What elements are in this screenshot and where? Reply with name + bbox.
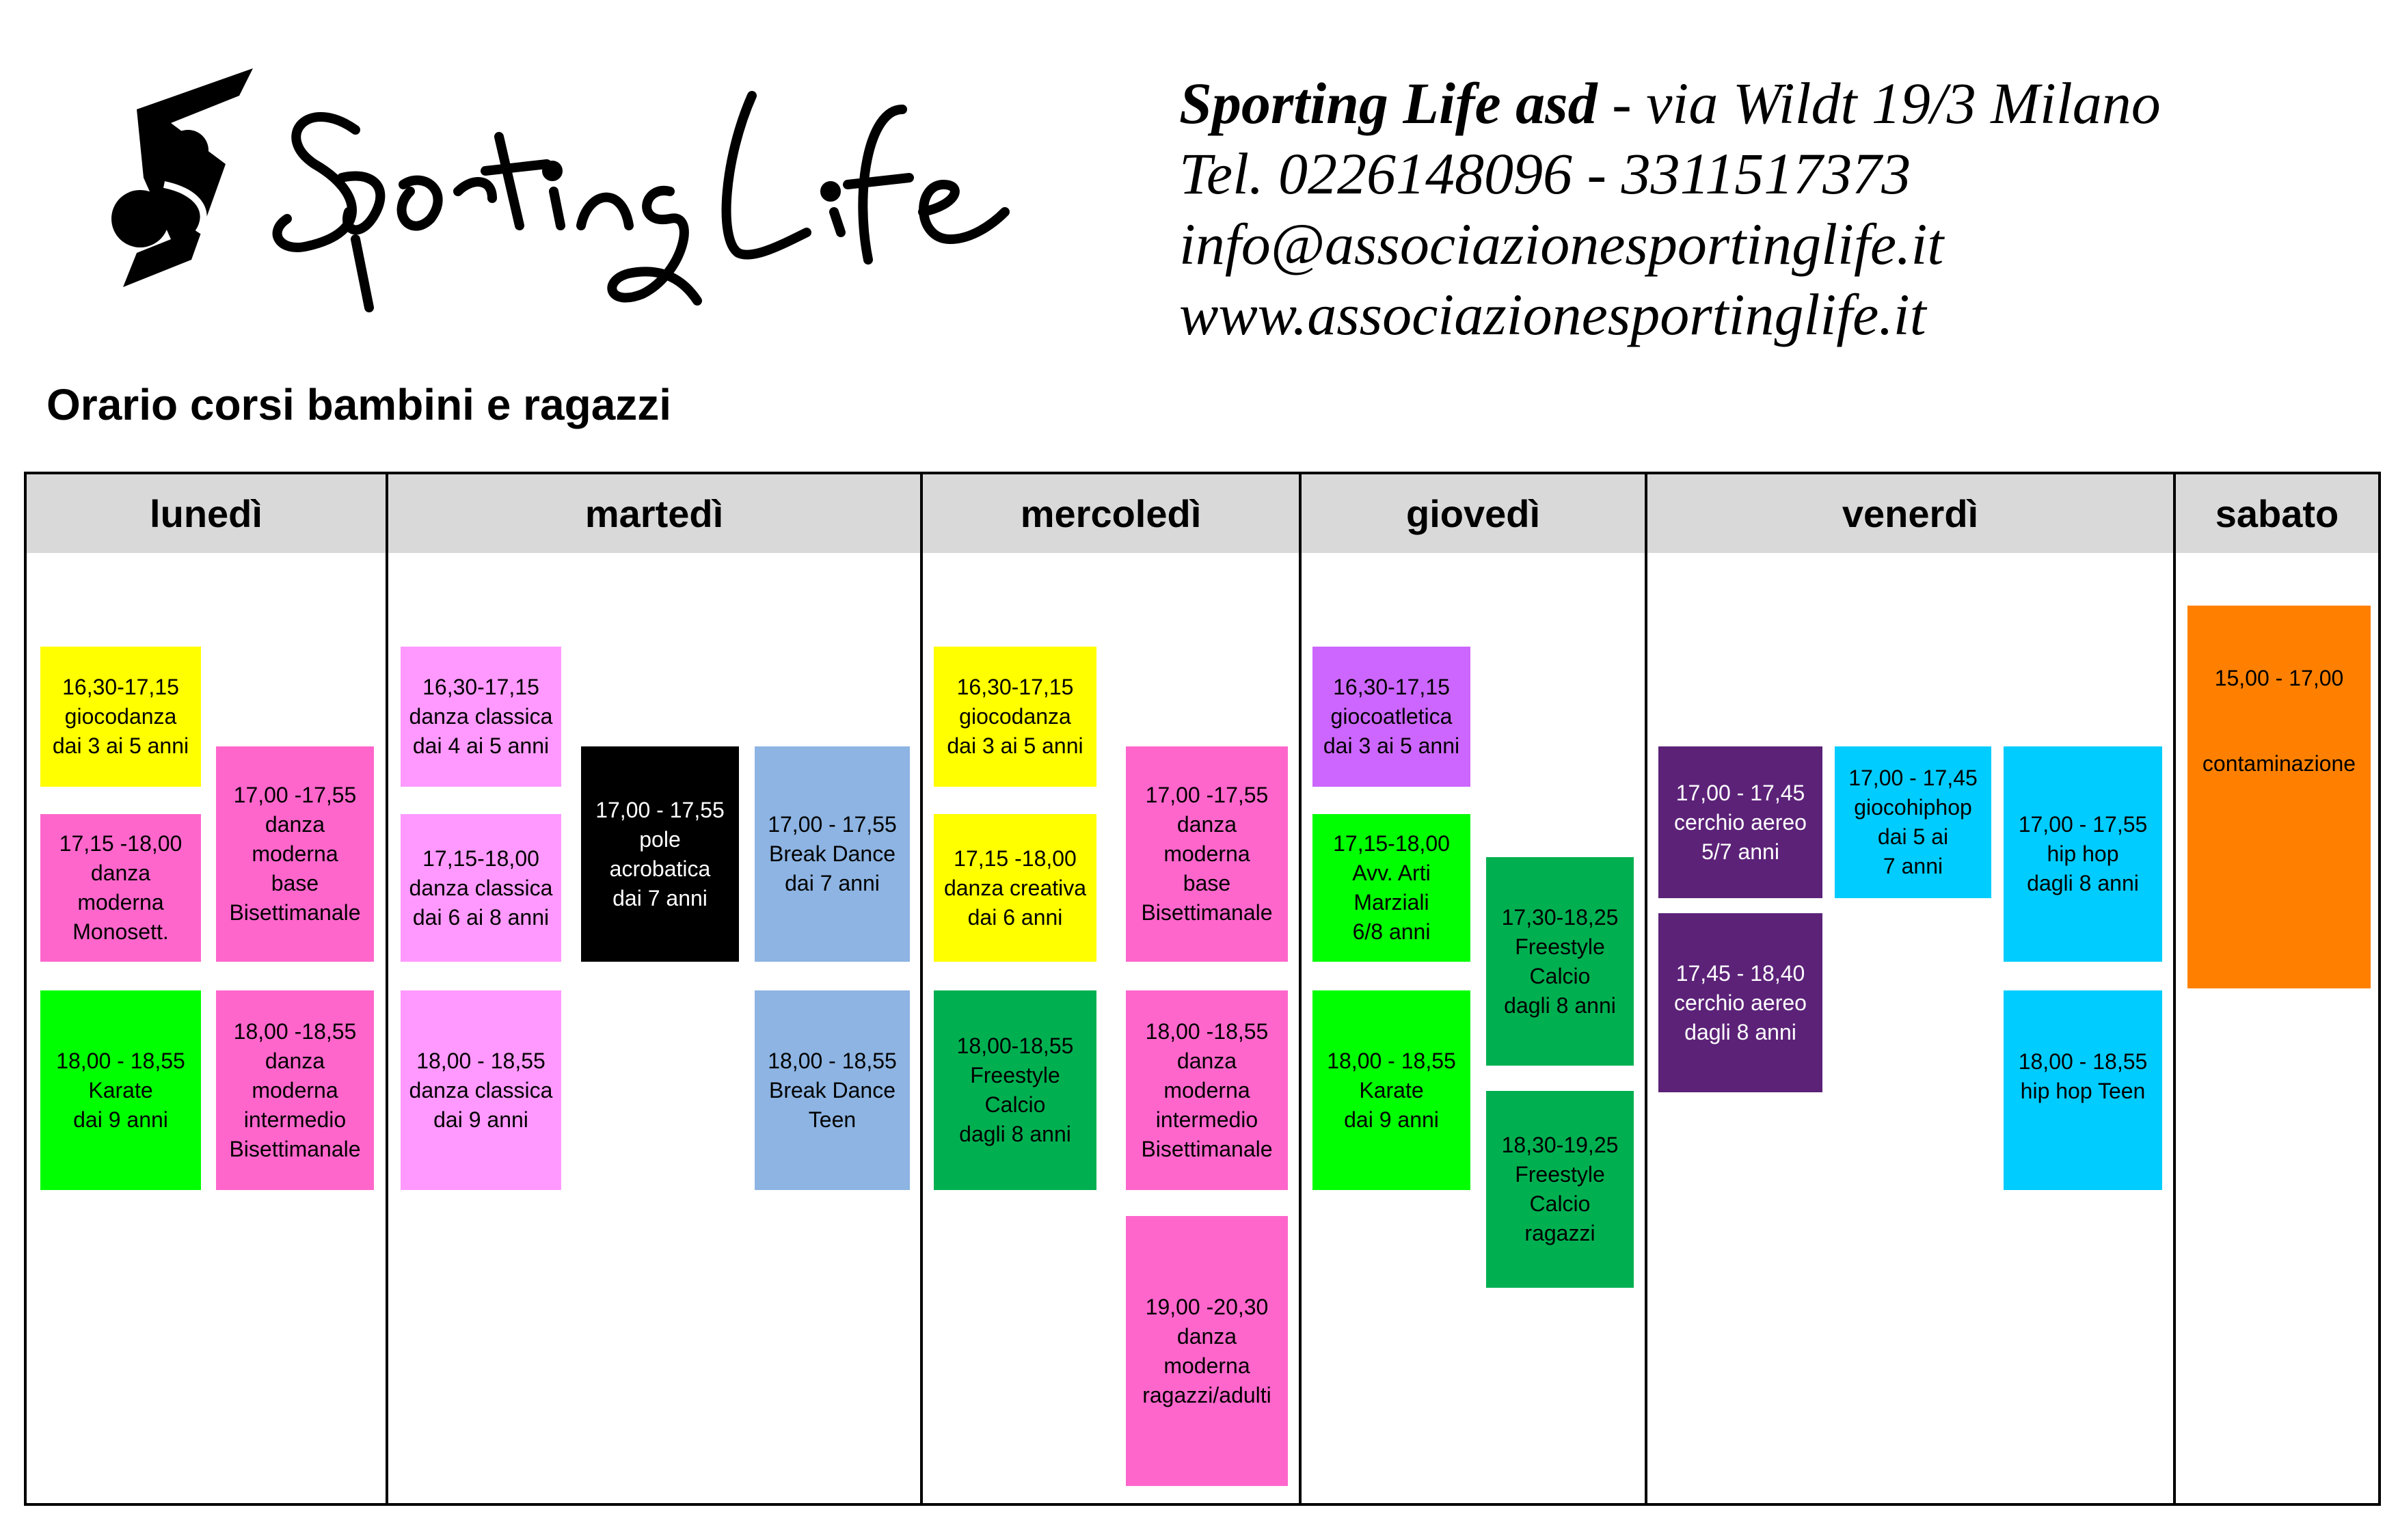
slot-time: 18,00 - 18,55: [416, 1048, 545, 1073]
slot-level: base: [271, 871, 319, 895]
slot-frequency: Bisettimanale: [229, 900, 361, 925]
class-slot: [755, 990, 910, 1190]
class-slot: [401, 647, 561, 787]
slot-age: dai 5 ai: [1877, 824, 1949, 849]
schedule-table: [24, 472, 2381, 1506]
class-slot: [2187, 606, 2371, 988]
day-header: martedì: [388, 474, 920, 553]
slot-age: dagli 8 anni: [1504, 992, 1616, 1018]
slot-course: giocohiphop: [1854, 795, 1972, 820]
slot-course: danza creativa: [943, 875, 1087, 900]
class-slot: [1312, 647, 1470, 787]
class-slot: [1486, 1091, 1634, 1288]
slot-course: acrobatica: [609, 856, 711, 881]
slot-course: danza classica: [409, 1077, 553, 1103]
slot-age: dai 6 ai 8 anni: [412, 904, 550, 930]
slot-course: danza classica: [409, 875, 553, 900]
logo-script-wordmark: [278, 96, 1005, 308]
slot-time: 18,00 - 18,55: [56, 1048, 185, 1073]
slot-time: 17,15 -18,00: [954, 846, 1077, 871]
day-header: sabato: [2176, 474, 2378, 553]
slot-course: pole: [639, 826, 681, 852]
slot-time: 17,15 -18,00: [59, 831, 183, 856]
slot-frequency: Bisettimanale: [1141, 1136, 1273, 1161]
day-header: lunedì: [27, 474, 386, 553]
class-slot: [1126, 746, 1288, 962]
slot-age: ragazzi/adulti: [1142, 1382, 1271, 1407]
slot-age: dagli 8 anni: [1684, 1019, 1796, 1044]
slot-age: dai 3 ai 5 anni: [52, 733, 189, 758]
slot-frequency: Monosett.: [72, 919, 169, 944]
slot-course: danza: [265, 1048, 325, 1073]
class-slot: [1835, 746, 1991, 898]
slot-course: contaminazione: [2202, 751, 2356, 776]
slot-time: 18,00 - 18,55: [768, 1048, 897, 1073]
slot-age: ragazzi: [1524, 1221, 1595, 1245]
slot-course: danza: [1176, 812, 1237, 837]
slot-time: 17,00 - 17,55: [768, 812, 897, 837]
slot-time: 18,00 -18,55: [233, 1018, 357, 1044]
slot-course: Freestyle: [1515, 934, 1605, 959]
class-slot: [40, 814, 201, 962]
contact-phone: Tel. 0226148096 - 3311517373: [1179, 141, 1911, 206]
slot-age: dai 3 ai 5 anni: [1323, 733, 1460, 758]
slot-course: moderna: [1163, 1077, 1250, 1103]
slot-time: 18,00 - 18,55: [1327, 1048, 1456, 1073]
day-header: mercoledì: [923, 474, 1299, 553]
slot-course: danza: [265, 812, 325, 837]
slot-frequency: Bisettimanale: [1141, 900, 1273, 925]
slot-time: 16,30-17,15: [62, 675, 179, 699]
class-slot: [1126, 1216, 1288, 1486]
class-slot: [1312, 990, 1470, 1190]
slot-age: dai 6 anni: [967, 904, 1063, 930]
slot-course: danza: [1176, 1048, 1237, 1073]
slot-age: dagli 8 anni: [2027, 871, 2139, 895]
slot-time: 17,00 - 17,45: [1848, 766, 1978, 790]
slot-course: hip hop Teen: [2020, 1079, 2146, 1103]
slot-time: 17,30-18,25: [1501, 904, 1619, 930]
day-column-lunedi: [27, 474, 386, 1503]
day-column-sabato: [2173, 474, 2378, 1503]
slot-age: dai 9 anni: [1344, 1107, 1439, 1132]
day-column-giovedi: [1299, 474, 1645, 1503]
slot-level: intermedio: [243, 1107, 347, 1132]
class-slot: [934, 814, 1096, 962]
slot-time: 18,00 -18,55: [1145, 1018, 1269, 1044]
contact-address-line: [1179, 68, 2341, 139]
slot-course: moderna: [252, 841, 338, 866]
slot-course: Calcio: [1529, 1191, 1591, 1216]
slot-time: 17,15-18,00: [1333, 831, 1450, 856]
slot-course: moderna: [1163, 1353, 1250, 1378]
slot-course: Marziali: [1353, 890, 1429, 915]
slot-time: 15,00 - 17,00: [2214, 666, 2344, 690]
slot-course: moderna: [252, 1077, 338, 1103]
slot-course: danza classica: [409, 704, 553, 729]
sporting-life-logo: [82, 55, 1039, 342]
slot-age: dai 7 anni: [612, 885, 708, 910]
class-slot: [2004, 990, 2162, 1190]
slot-course: giocodanza: [64, 704, 177, 729]
slot-course: danza: [90, 861, 151, 885]
slot-time: 17,45 - 18,40: [1675, 960, 1805, 986]
slot-course: moderna: [1163, 841, 1250, 866]
class-slot: [755, 746, 910, 962]
slot-time: 17,00 - 17,45: [1675, 780, 1805, 805]
class-slot: [1312, 814, 1470, 962]
slot-age: dai 4 ai 5 anni: [412, 733, 550, 758]
contact-email[interactable]: info@associazionesportinglife.it: [1179, 211, 1944, 277]
class-slot: [216, 990, 374, 1190]
class-slot: [1658, 746, 1822, 898]
slot-course: Karate: [88, 1077, 153, 1103]
slot-age: Teen: [808, 1107, 857, 1132]
slot-time: 18,30-19,25: [1501, 1133, 1619, 1157]
slot-course: Karate: [1359, 1077, 1424, 1103]
slot-course: Break Dance: [769, 1077, 895, 1103]
slot-time: 18,00-18,55: [956, 1034, 1074, 1058]
slot-course: Avv. Arti: [1352, 861, 1431, 885]
slot-age: dai 9 anni: [433, 1107, 528, 1132]
day-header: venerdì: [1647, 474, 2173, 553]
slot-time: 17,00 - 17,55: [2018, 812, 2148, 837]
class-slot: [40, 647, 201, 787]
slot-time: 17,00 -17,55: [1145, 783, 1269, 807]
slot-age: dai 7 anni: [785, 871, 880, 895]
contact-info: [1179, 68, 2341, 350]
slot-course: Freestyle: [1515, 1162, 1605, 1187]
slot-level: intermedio: [1155, 1107, 1258, 1132]
slot-age: dai 3 ai 5 anni: [947, 733, 1083, 758]
slot-age: dai 9 anni: [73, 1107, 168, 1132]
day-header: giovedì: [1302, 474, 1645, 553]
slot-time: 16,30-17,15: [422, 675, 539, 699]
class-slot: [581, 746, 739, 962]
class-slot: [1126, 990, 1288, 1190]
slot-time: 17,00 - 17,55: [595, 797, 725, 822]
org-address: - via Wildt 19/3 Milano: [1597, 70, 2161, 136]
class-slot: [2004, 746, 2162, 962]
slot-course: giocoatletica: [1330, 704, 1453, 729]
class-slot: [1486, 857, 1634, 1066]
page-title: Orario corsi bambini e ragazzi: [46, 380, 672, 429]
class-slot: [401, 990, 561, 1190]
class-slot: [1658, 913, 1822, 1092]
slot-age: 7 anni: [1883, 854, 1943, 878]
class-slot: [934, 990, 1096, 1190]
day-column-venerdi: [1645, 474, 2173, 1503]
slot-time: 17,15-18,00: [422, 846, 539, 871]
slot-course: Break Dance: [769, 841, 895, 866]
class-slot: [934, 647, 1096, 787]
slot-time: 16,30-17,15: [1333, 675, 1450, 699]
slot-course: cerchio aereo: [1674, 809, 1807, 835]
slot-course: danza: [1176, 1323, 1237, 1349]
slot-time: 18,00 - 18,55: [2018, 1049, 2148, 1074]
slot-level: base: [1183, 871, 1231, 895]
contact-website[interactable]: www.associazionesportinglife.it: [1179, 282, 1926, 347]
slot-course: hip hop: [2047, 841, 2119, 866]
class-slot: [216, 746, 374, 962]
logo-emblem-icon: [111, 68, 253, 287]
slot-course: cerchio aereo: [1674, 990, 1807, 1015]
slot-time: 17,00 -17,55: [233, 783, 357, 807]
slot-course: Calcio: [1529, 963, 1591, 988]
class-slot: [40, 990, 201, 1190]
slot-time: 16,30-17,15: [956, 675, 1074, 699]
slot-course: Calcio: [984, 1092, 1046, 1117]
slot-age: 6/8 anni: [1352, 919, 1431, 944]
slot-course: Freestyle: [970, 1063, 1060, 1088]
class-slot: [401, 814, 561, 962]
day-column-mercoledi: [920, 474, 1299, 1503]
slot-age: dagli 8 anni: [959, 1122, 1071, 1146]
day-column-martedi: [386, 474, 920, 1503]
slot-course: giocodanza: [959, 704, 1071, 729]
slot-frequency: Bisettimanale: [229, 1136, 361, 1161]
slot-course: moderna: [77, 890, 164, 915]
org-name: Sporting Life asd: [1179, 70, 1598, 136]
slot-age: 5/7 anni: [1701, 839, 1779, 864]
slot-time: 19,00 -20,30: [1145, 1294, 1269, 1319]
